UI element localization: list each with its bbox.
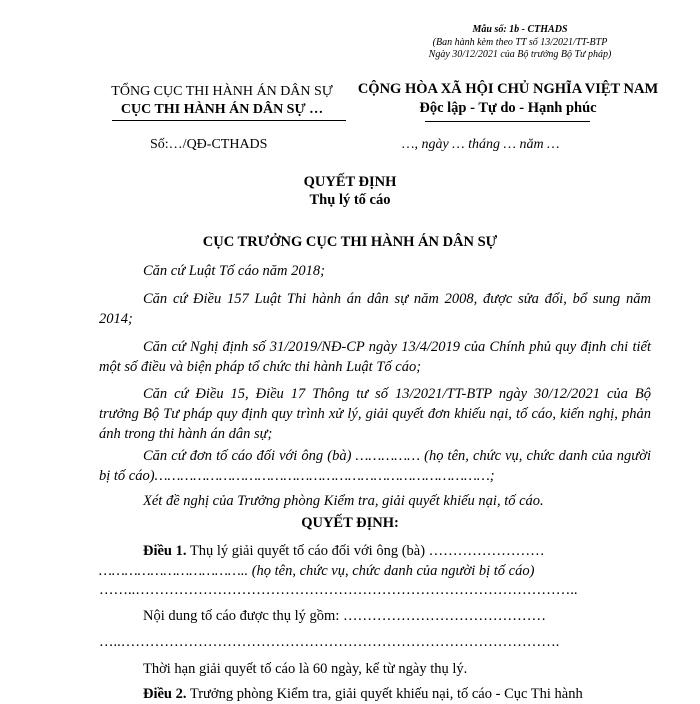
motto-underline [425, 121, 590, 122]
document-date: …, ngày … tháng … năm … [402, 137, 560, 152]
article-1-text-b: …………………………….. (họ tên, chức vụ, chức danh của người bị tố cáo) [99, 563, 535, 579]
form-code-note-line1: (Ban hành kèm theo TT số 13/2021/TT-BTP [432, 36, 608, 48]
form-code-block [405, 24, 635, 62]
article-2-text: Trưởng phòng Kiểm tra, giải quyết khiếu nại, tố cáo - Cục Thi hành [186, 686, 583, 702]
document-subtitle: Thụ lý tố cáo [309, 192, 391, 208]
national-motto: Độc lập - Tự do - Hạnh phúc [419, 100, 597, 116]
decision-heading: QUYẾT ĐỊNH: [301, 515, 399, 531]
article-1-dots-1: ……..……………………………………………………………………………….. [99, 582, 578, 598]
article-1-dots-2: …..………………………………………………………………………………. [99, 634, 560, 650]
agency-parent: TỔNG CỤC THI HÀNH ÁN DÂN SỰ [111, 84, 333, 99]
agency-name: CỤC THI HÀNH ÁN DÂN SỰ … [120, 102, 324, 117]
legal-basis-3: Căn cứ Nghị định số 31/2019/NĐ-CP ngày 13/4/2019 của Chính phủ quy định chi tiết một số điều và biện pháp tổ chức thi hành Luật Tố cáo; [99, 339, 651, 375]
legal-basis-4: Căn cứ Điều 15, Điều 17 Thông tư số 13/2021/TT-BTP ngày 30/12/2021 của Bộ trưởng Bộ Tư pháp quy định quy trình xử lý, giải quyết đơn khiếu nại, tố cáo, kiến nghị, phản ánh trong thi hành án dân sự; [99, 386, 651, 442]
article-1-content: Nội dung tố cáo được thụ lý gồm: …………………………………… [143, 608, 546, 624]
document-number: Số:…/QĐ-CTHADS [150, 137, 268, 152]
legal-basis-2: Căn cứ Điều 157 Luật Thi hành án dân sự năm 2008, được sửa đổi, bổ sung năm 2014; [99, 291, 651, 327]
country-name: CỘNG HÒA XÃ HỘI CHỦ NGHĨA VIỆT NAM [357, 81, 659, 97]
legal-basis-5: Căn cứ đơn tố cáo đối với ông (bà) …………… (họ tên, chức vụ, chức danh của người bị tố cáo)……………………………………………………………………; [99, 448, 651, 484]
form-code: Mẫu số: 1b - CTHADS [472, 24, 568, 35]
article-1-text-a: Thụ lý giải quyết tố cáo đối với ông (bà) …………………… [186, 543, 545, 559]
article-1-label: Điều 1. [143, 543, 187, 559]
issuing-agency [88, 83, 356, 119]
article-2 [99, 684, 651, 704]
national-heading [355, 80, 661, 118]
article-1 [99, 541, 651, 561]
issuing-authority: CỤC TRƯỞNG CỤC THI HÀNH ÁN DÂN SỰ [202, 234, 498, 250]
article-1-deadline: Thời hạn giải quyết tố cáo là 60 ngày, kể từ ngày thụ lý. [143, 661, 468, 677]
proposal-basis: Xét đề nghị của Trưởng phòng Kiểm tra, giải quyết khiếu nại, tố cáo. [143, 493, 544, 509]
document-title: QUYẾT ĐỊNH [303, 174, 397, 190]
article-2-label: Điều 2. [143, 686, 187, 702]
legal-basis-1: Căn cứ Luật Tố cáo năm 2018; [143, 263, 325, 279]
form-code-note-line2: Ngày 30/12/2021 của Bộ trưởng Bộ Tư pháp) [428, 49, 612, 60]
agency-underline [112, 120, 346, 121]
article-1-line-b [99, 561, 651, 581]
